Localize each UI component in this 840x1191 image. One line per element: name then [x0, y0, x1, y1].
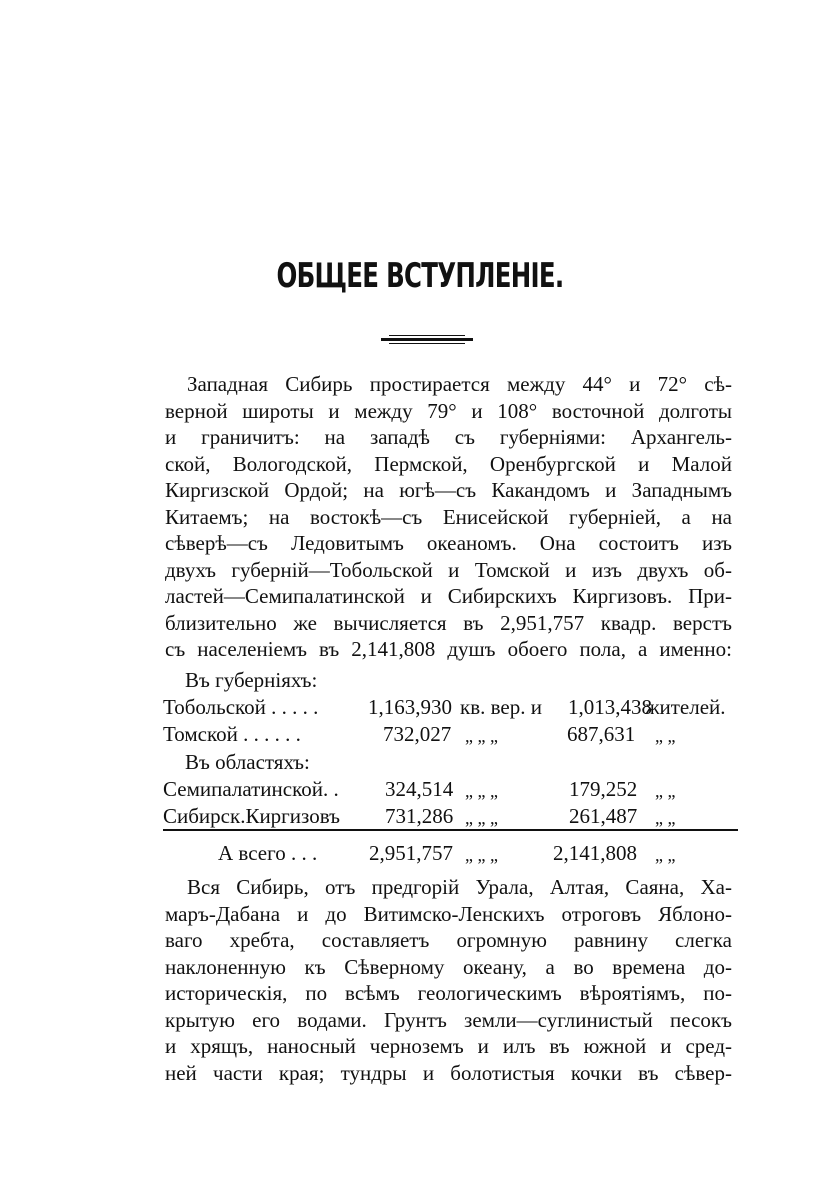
- text-line: ней части края; тундры и болотистыя кочки въ сѣвер-: [165, 1060, 732, 1085]
- area-value: 1,163,930: [368, 695, 452, 719]
- text-line: близительно же вычисляется въ 2,951,757 квадр. верстъ: [165, 610, 732, 635]
- paragraph-intro: [165, 371, 732, 663]
- total-label: А всего . . .: [218, 841, 318, 865]
- text-line: Киргизской Ордой; на югѣ—съ Какандомъ и Западнымъ: [165, 478, 732, 502]
- text-line: двухъ губерній—Тобольской и Томской и изъ двухъ об-: [165, 557, 732, 582]
- table-section-heading: [163, 750, 738, 778]
- table-row: [163, 722, 738, 750]
- text-line: сѣверѣ—съ Ледовитымъ океаномъ. Она состоитъ изъ: [165, 531, 732, 555]
- total-divider: [163, 829, 738, 831]
- population-value: 687,631: [567, 722, 636, 746]
- population-value: 179,252: [569, 777, 638, 801]
- text-line: съ населеніемъ въ 2,141,808 душъ обоего пола, а именно:: [165, 637, 732, 661]
- region-name: Сибирск.Киргизовъ: [163, 804, 340, 828]
- ditto-marks: „ „ „: [465, 808, 498, 828]
- section-label-regions: Въ областяхъ:: [185, 750, 310, 774]
- total-row: [163, 841, 738, 869]
- ornament-thin-line-bottom: [389, 343, 465, 344]
- page-title: ОБЩЕЕ ВСТУПЛЕНІЕ.: [276, 256, 564, 296]
- section-label-provinces: Въ губерніяхъ:: [185, 668, 318, 692]
- region-name: Тобольской . . . . .: [163, 695, 319, 719]
- ditto-marks: „ „ „: [465, 781, 498, 801]
- ditto-marks: „ „: [655, 726, 676, 746]
- population-value: 261,487: [569, 804, 638, 828]
- table-row: [163, 695, 738, 723]
- text-line: ваго хребта, составляетъ огромную равнину слегка: [165, 928, 732, 952]
- ornament-thick-line: [381, 338, 473, 341]
- population-unit: жителей.: [645, 695, 726, 719]
- table-row: [163, 804, 738, 832]
- area-value: 732,027: [383, 722, 452, 746]
- text-line: Западная Сибирь простирается между 44° и 72° сѣ-: [187, 372, 732, 396]
- region-name: Томской . . . . . .: [163, 722, 301, 746]
- text-line: крытую его водами. Грунтъ земли—суглинистый песокъ: [165, 1007, 732, 1032]
- area-value: 324,514: [385, 777, 454, 801]
- text-line: верной широты и между 79° и 108° восточной долготы: [165, 398, 732, 423]
- table-section-heading: [163, 668, 738, 696]
- text-line: историческія, по всѣмъ геологическимъ вѣроятіямъ, по-: [165, 981, 732, 1005]
- text-line: ластей—Семипалатинской и Сибирскихъ Киргизовъ. При-: [165, 584, 732, 608]
- text-line: наклоненную къ Сѣверному океану, а во времена до-: [165, 954, 732, 979]
- ditto-marks: „ „ „: [465, 845, 498, 865]
- ditto-marks: „ „: [655, 845, 676, 865]
- area-unit: кв. вер. и: [460, 695, 542, 719]
- title-ornament-rule: [381, 335, 473, 344]
- table-row: [163, 777, 738, 805]
- text-line: маръ-Дабана и до Витимско-Ленскихъ отроговъ Яблоно-: [165, 901, 732, 926]
- region-name: Семипалатинской. .: [163, 777, 339, 801]
- text-line: Китаемъ; на востокѣ—съ Енисейской губерніей, а на: [165, 504, 732, 529]
- total-area: 2,951,757: [369, 841, 453, 865]
- text-line: ской, Вологодской, Пермской, Оренбургской и Малой: [165, 451, 732, 476]
- ditto-marks: „ „: [655, 781, 676, 801]
- total-population: 2,141,808: [553, 841, 637, 865]
- population-value: 1,013,438: [568, 695, 652, 719]
- text-line: и хрящъ, наносный черноземъ и илъ въ южной и сред-: [165, 1034, 732, 1058]
- ditto-marks: „ „ „: [465, 726, 498, 746]
- text-line: и граничитъ: на западѣ съ губерніями: Архангель-: [165, 425, 732, 449]
- paragraph-geography: [165, 874, 732, 1086]
- ditto-marks: „ „: [655, 808, 676, 828]
- ornament-thin-line-top: [389, 335, 465, 336]
- text-line: Вся Сибирь, отъ предгорій Урала, Алтая, Саяна, Ха-: [187, 875, 732, 899]
- area-value: 731,286: [385, 804, 454, 828]
